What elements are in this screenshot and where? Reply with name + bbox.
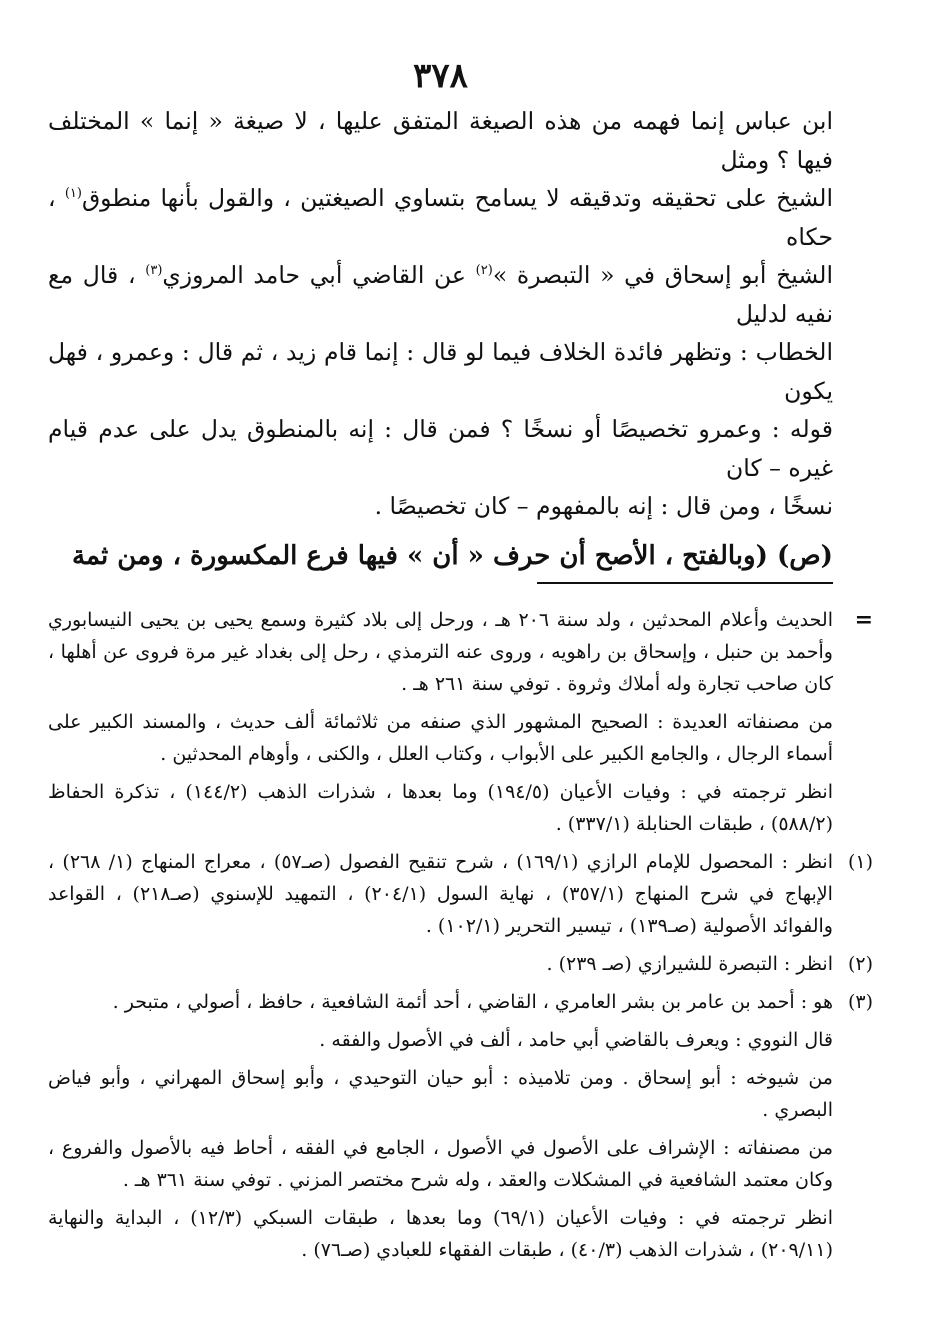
footnote-paragraph: من مصنفاته العديدة : الصحيح المشهور الذي صنفه من ثلاثمائة ألف حديث ، والمسند الكبير على أسماء الرجال ، والجامع الكبير على الأبواب ، وكتاب العلل ، والكنى ، وأوهام المحدثين . [48,710,833,765]
rule-text: (ص) (وبالفتح ، الأصح أن حرف « أن » فيها فرع المكسورة ، ومن ثمة [72,540,833,571]
footnote-paragraph: من شيوخه : أبو إسحاق . ومن تلاميذه : أبو حيان التوحيدي ، وأبو إسحاق المهراني ، وأبو فياض البصري . [48,1066,833,1121]
rule-block [48,534,833,578]
footnote-paragraph: انظر : التبصرة للشيرازي (صـ ٢٣٩) . [546,952,833,975]
footnote-continuation [48,706,833,770]
main-line: الخطاب : وتظهر فائدة الخلاف فيما لو قال : إنما قام زيد ، ثم قال : وعمرو ، فهل يكون [48,338,833,405]
footnote-3-cont [48,1024,833,1056]
footnote-ref: (١) [64,186,82,202]
main-line: قوله : وعمرو تخصيصًا أو نسخًا ؟ فمن قال : إنه بالمنطوق يدل على عدم قيام غيره – كان [48,415,833,482]
main-line: نسخًا ، ومن قال : إنه بالمفهوم – كان تخصيصًا . [374,492,833,520]
main-line: ابن عباس إنما فهمه من هذه الصيغة المتفق عليها ، لا صيغة « إنما » المختلف فيها ؟ ومثل [48,107,833,174]
footnote-paragraph: انظر ترجمته في : وفيات الأعيان (٦٩/١) وما بعدها ، طبقات السبكي (١٢/٣) ، البداية والنهاية (٢٠٩/١١) ، شذرات الذهب (٤٠/٣) ، طبقات الفقهاء للعبادي (صـ٧٦) . [48,1206,833,1261]
main-text [48,102,833,526]
footnote-paragraph: الحديث وأعلام المحدثين ، ولد سنة ٢٠٦ هـ ، ورحل إلى بلاد كثيرة وسمع يحيى بن يحيى النيسابوري وأحمد بن حنبل ، وإسحاق بن راهويه ، وروى عنه الترمذي ، رحل إلى بغداد غير مرة فروى عن أهلها ، كان صاحب تجارة وله أملاك وثروة . توفي سنة ٢٦١ هـ . [48,608,833,695]
footnote-ref: (٣) [145,263,163,279]
footnote-continuation [48,776,833,840]
footnote-paragraph: انظر ترجمته في : وفيات الأعيان (١٩٤/٥) وما بعدها ، شذرات الذهب (١٤٤/٢) ، تذكرة الحفاظ (٥٨٨/٢) ، طبقات الحنابلة (٣٣٧/١) . [48,780,833,835]
footnote-paragraph: هو : أحمد بن عامر بن بشر العامري ، القاضي ، أحد أئمة الشافعية ، حافظ ، أصولي ، متبحر . [112,990,833,1013]
footnote-ref: (٢) [475,263,493,279]
footnote-1 [48,846,873,942]
footnote-paragraph: قال النووي : ويعرف بالقاضي أبي حامد ، ألف في الأصول والفقه . [319,1028,833,1051]
footnote-3 [48,986,873,1018]
footnote-3-cont [48,1132,833,1196]
footnotes [48,604,873,1266]
main-line: الشيخ على تحقيقه وتدقيقه لا يسامح بتساوي الصيغتين ، والقول بأنها منطوق$^{(١)}$ ، حكاه [48,184,833,251]
footnote-3-cont [48,1202,833,1266]
page-number: ٣٧٨ [413,56,468,96]
footnote-2 [48,948,873,980]
footnote-paragraph: انظر : المحصول للإمام الرازي (١٦٩/١) ، شرح تنقيح الفصول (صـ٥٧) ، معراج المنهاج (١/ ٢٦٨) ، الإبهاج في شرح المنهاج (٣٥٧/١) ، نهاية السول (٢٠٤/١) ، التمهيد للإسنوي (صـ٢١٨) ، القواعد والفوائد الأصولية (صـ١٣٩) ، تيسير التحرير (١٠٢/١) . [48,850,833,937]
footnote-number: (٣) [847,990,873,1013]
footnote-paragraph: من مصنفاته : الإشراف على الأصول في الأصول ، الجامع في الفقه ، أحاط فيه بالأصول والفروع ، وكان معتمد الشافعية في المشكلات والعقد ، وله شرح مختصر المزني . توفي سنة ٣٦١ هـ . [48,1136,833,1191]
footnote-number: (١) [847,850,873,873]
footnote-number: (٢) [847,952,873,975]
footnote-separator [537,582,833,584]
footnote-continuation [48,604,873,700]
main-line: الشيخ أبو إسحاق في « التبصرة »$^{(٢)}$ عن القاضي أبي حامد المروزي$^{(٣)}$ ، قال مع نفيه لدليل [48,261,833,328]
footnote-3-cont [48,1062,833,1126]
continuation-marker: = [854,606,873,633]
